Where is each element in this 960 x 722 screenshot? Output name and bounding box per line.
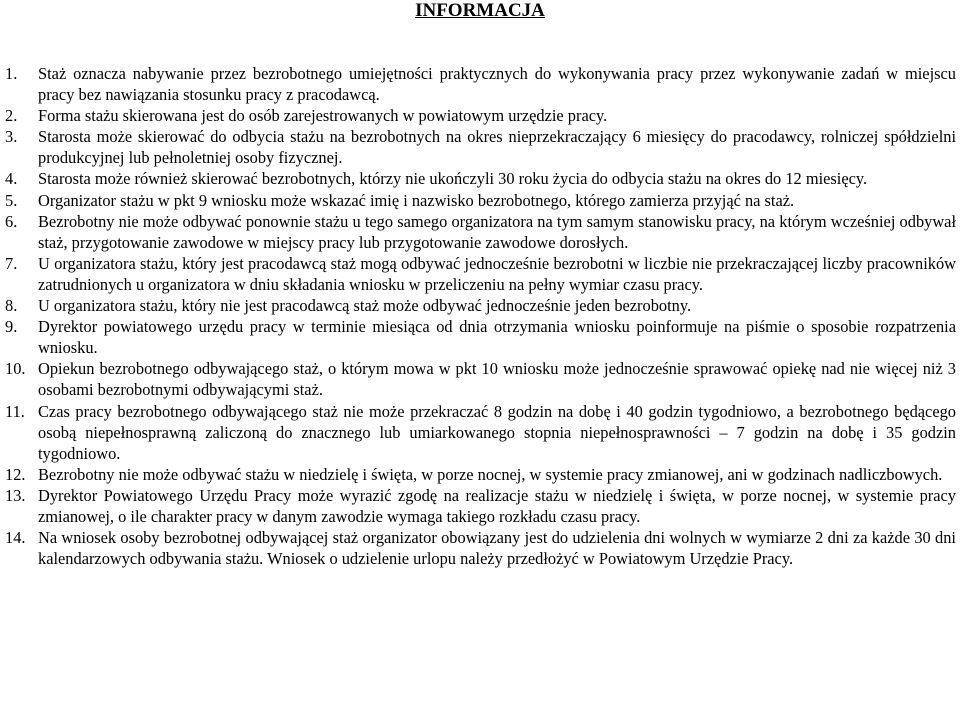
item-text: Organizator stażu w pkt 9 wniosku może wskazać imię i nazwisko bezrobotnego, którego zamierza przyjąć na staż. — [38, 190, 795, 210]
list-item — [5, 485, 956, 527]
information-list — [5, 63, 956, 569]
item-number: 7. — [5, 253, 18, 273]
list-item — [5, 105, 956, 126]
item-number: 11. — [5, 401, 25, 421]
item-text: Staż oznacza nabywanie przez bezrobotnego umiejętności praktycznych do wykonywania pracy przez wykonywanie zadań w miejscu pracy bez nawiązania stosunku pracy z pracodawcą. — [38, 64, 956, 105]
item-number: 8. — [5, 296, 18, 316]
item-number: 13. — [5, 485, 26, 505]
list-item — [5, 358, 956, 400]
list-item — [5, 253, 956, 295]
item-number: 9. — [5, 317, 18, 337]
item-number: 6. — [5, 211, 18, 231]
item-text: Dyrektor powiatowego urzędu pracy w terminie miesiąca od dnia otrzymania wniosku poinformuje na piśmie o sposobie rozpatrzenia wniosku. — [38, 317, 956, 358]
item-number: 10. — [5, 359, 26, 379]
item-text: Starosta może również skierować bezrobotnych, którzy nie ukończyli 30 roku życia do odbycia stażu na okres do 12 miesięcy. — [38, 169, 868, 189]
item-text: Bezrobotny nie może odbywać ponownie stażu u tego samego organizatora na tym samym stanowisku pracy, na którym wcześniej odbywał staż, przygotowanie zawodowe w miejscy pracy lub przygotowanie zawodowe dorosłych. — [38, 211, 956, 252]
list-item — [5, 316, 956, 358]
list-item — [5, 63, 956, 105]
list-item — [5, 211, 956, 253]
item-number: 5. — [5, 190, 18, 210]
item-number: 14. — [5, 528, 26, 548]
list-item — [5, 168, 956, 189]
item-number: 12. — [5, 464, 26, 484]
item-text: Na wniosek osoby bezrobotnej odbywającej staż organizator obowiązany jest do udzielenia dni wolnych w wymiarze 2 dni za każde 30 dni kalendarzowych odbywania stażu. Wniosek o udzielenie urlopu należy przedłożyć w Powiatowym Urzędzie Pracy. — [38, 528, 956, 569]
list-item — [5, 527, 956, 569]
item-number: 3. — [5, 127, 18, 147]
item-text: U organizatora stażu, który nie jest pracodawcą staż może odbywać jednocześnie jeden bezrobotny. — [38, 296, 692, 316]
item-text: U organizatora stażu, który jest pracodawcą staż mogą odbywać jednocześnie bezrobotni w liczbie nie przekraczającej liczby pracowników zatrudnionych u organizatora w dniu składania wniosku w przeliczeniu na pełny wymiar czasu pracy. — [38, 253, 956, 294]
list-item — [5, 295, 956, 316]
item-text: Starosta może skierować do odbycia stażu na bezrobotnych na okres nieprzekraczający 6 miesięcy do pracodawcy, rolniczej spółdzielni produkcyjnej lub pełnoletniej osoby fizycznej. — [38, 127, 956, 168]
list-item — [5, 401, 956, 464]
item-text: Forma stażu skierowana jest do osób zarejestrowanych w powiatowym urzędzie pracy. — [38, 106, 608, 126]
item-number: 1. — [5, 64, 18, 83]
list-item — [5, 464, 956, 485]
item-text: Czas pracy bezrobotnego odbywającego staż nie może przekraczać 8 godzin na dobę i 40 godzin tygodniowo, a bezrobotnego będącego osobą niepełnosprawną zaliczoną do znacznego lub umiarkowanego stopnia niepełnosprawności – 7 godzin na dobę i 35 godzin tygodniowo. — [38, 401, 956, 463]
document-title: INFORMACJA — [415, 0, 545, 21]
item-text: Opiekun bezrobotnego odbywającego staż, o którym mowa w pkt 10 wniosku może jednocześnie sprawować opiekę nad nie więcej niż 3 osobami bezrobotnymi odbywającymi staż. — [38, 359, 956, 400]
list-item — [5, 126, 956, 168]
item-number: 4. — [5, 169, 18, 189]
item-text: Dyrektor Powiatowego Urzędu Pracy może wyrazić zgodę na realizacje stażu w niedzielę i święta, w porze nocnej, w systemie pracy zmianowej, o ile charakter pracy w danym zawodzie wymaga takiego rozkładu czasu pracy. — [38, 485, 956, 526]
list-item — [5, 190, 956, 211]
item-text: Bezrobotny nie może odbywać stażu w niedzielę i święta, w porze nocnej, w systemie pracy zmianowej, ani w godzinach nadliczbowych. — [38, 464, 943, 484]
item-number: 2. — [5, 106, 18, 126]
